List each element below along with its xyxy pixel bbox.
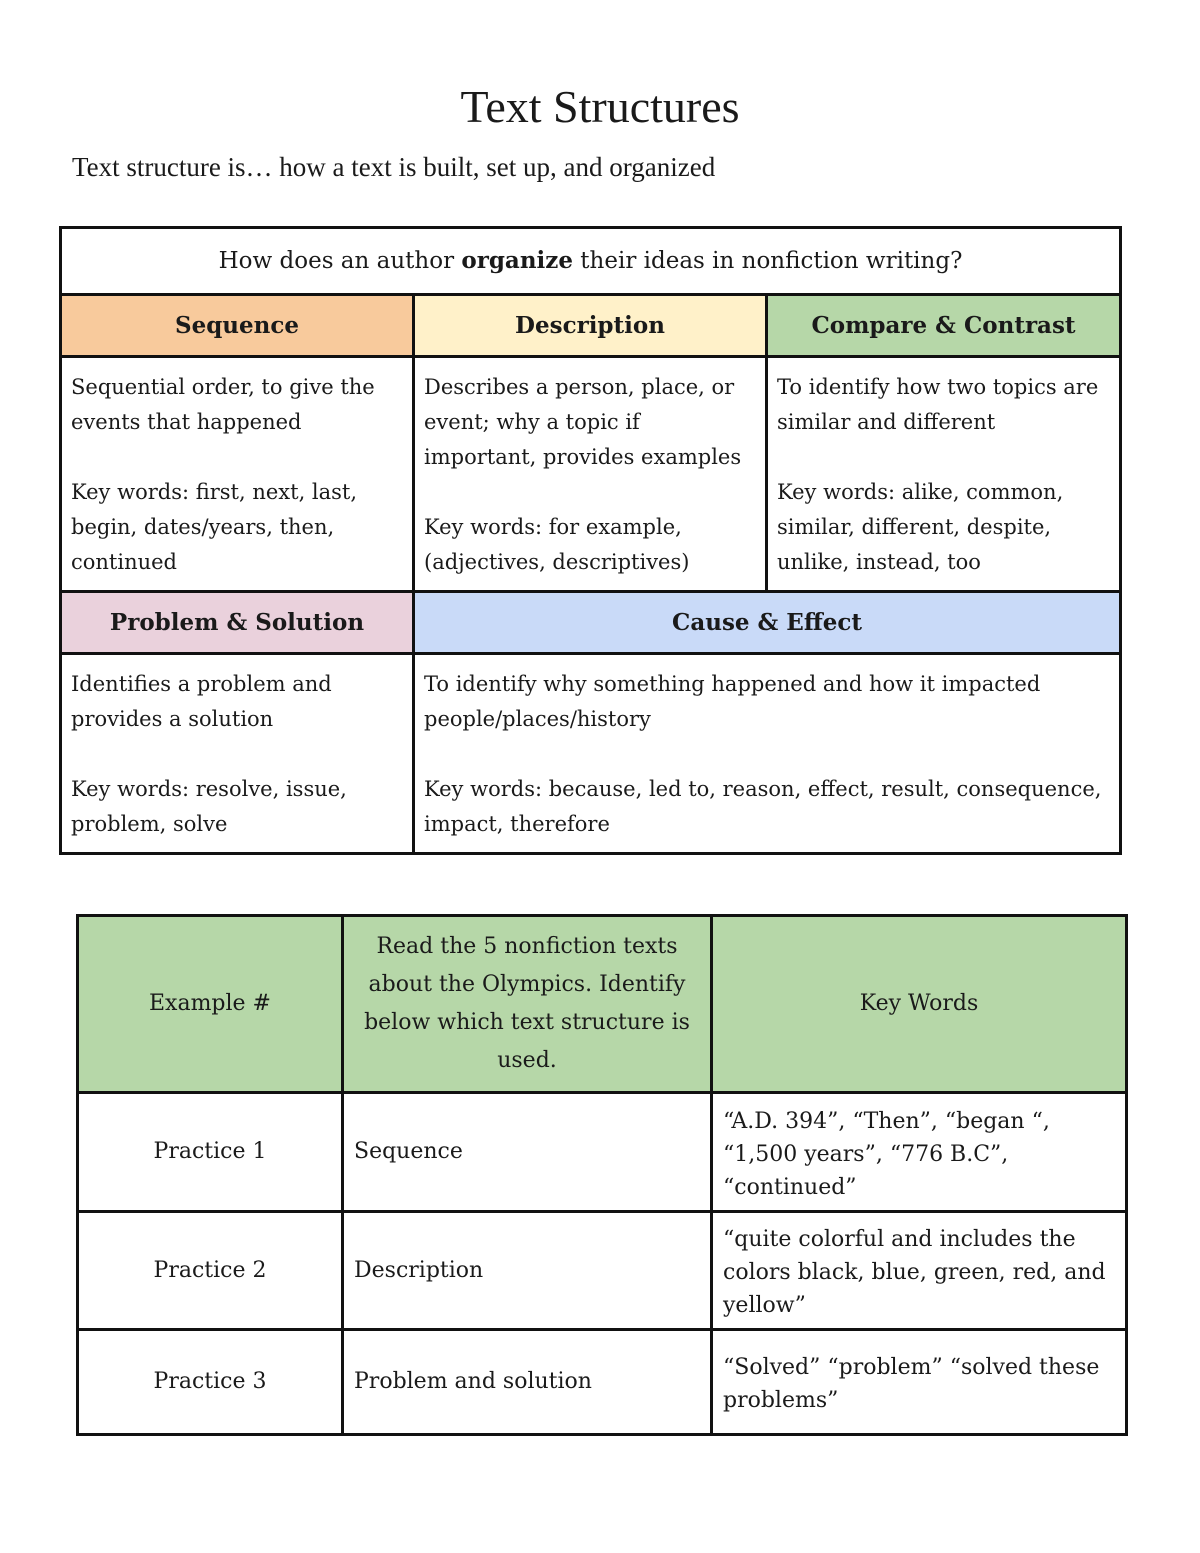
compare-contrast-keywords: Key words: alike, common, similar, different, despite, unlike, instead, too [777,480,1064,574]
instruction-header: Read the 5 nonfiction texts about the Olympics. Identify below which text structure is used. [343,916,712,1093]
sequence-keywords: Key words: first, next, last, begin, dates/years, then, continued [71,480,358,574]
page-subtitle: Text structure is… how a text is built, set up, and organized [72,152,716,182]
problem-solution-header: Problem & Solution [61,592,414,654]
table-row [78,1093,1127,1212]
structure-cell: Description [343,1212,712,1330]
sequence-header: Sequence [61,295,414,357]
structure-cell: Sequence [343,1093,712,1212]
description-cell [414,357,767,592]
sequence-cell [61,357,414,592]
problem-solution-definition: Identifies a problem and provides a solution [71,672,332,731]
cause-effect-definition: To identify why something happened and how it impacted people/places/history [424,672,1041,731]
structure-cell: Problem and solution [343,1330,712,1435]
compare-contrast-header: Compare & Contrast [767,295,1121,357]
page-title: Text Structures [460,81,740,132]
example-cell: Practice 3 [78,1330,343,1435]
cause-effect-keywords: Key words: because, led to, reason, effect, result, consequence, impact, therefore [424,777,1102,836]
example-number-header: Example # [78,916,343,1093]
practice-table [76,914,1128,1436]
description-header: Description [414,295,767,357]
cause-effect-cell [414,654,1121,854]
question-text-start: How does an author [218,248,462,274]
example-cell: Practice 1 [78,1093,343,1212]
table-row [78,1330,1127,1435]
question-text-bold: organize [461,247,573,274]
text-structures-table [59,226,1122,855]
key-words-cell: “quite colorful and includes the colors black, blue, green, red, and yellow” [712,1212,1127,1330]
question-text-end: their ideas in nonfiction writing? [573,248,963,274]
question-cell [61,228,1121,295]
sequence-definition: Sequential order, to give the events that happened [71,375,375,434]
description-definition: Describes a person, place, or event; why a topic if important, provides examples [424,375,742,469]
problem-solution-cell [61,654,414,854]
description-keywords: Key words: for example, (adjectives, descriptives) [424,515,690,574]
key-words-cell: “Solved” “problem” “solved these problems” [712,1330,1127,1435]
example-cell: Practice 2 [78,1212,343,1330]
key-words-header: Key Words [712,916,1127,1093]
problem-solution-keywords: Key words: resolve, issue, problem, solve [71,777,347,836]
compare-contrast-cell [767,357,1121,592]
cause-effect-header: Cause & Effect [414,592,1121,654]
table-row [78,1212,1127,1330]
compare-contrast-definition: To identify how two topics are similar and different [777,375,1099,434]
key-words-cell: “A.D. 394”, “Then”, “began “, “1,500 years”, “776 B.C”, “continued” [712,1093,1127,1212]
